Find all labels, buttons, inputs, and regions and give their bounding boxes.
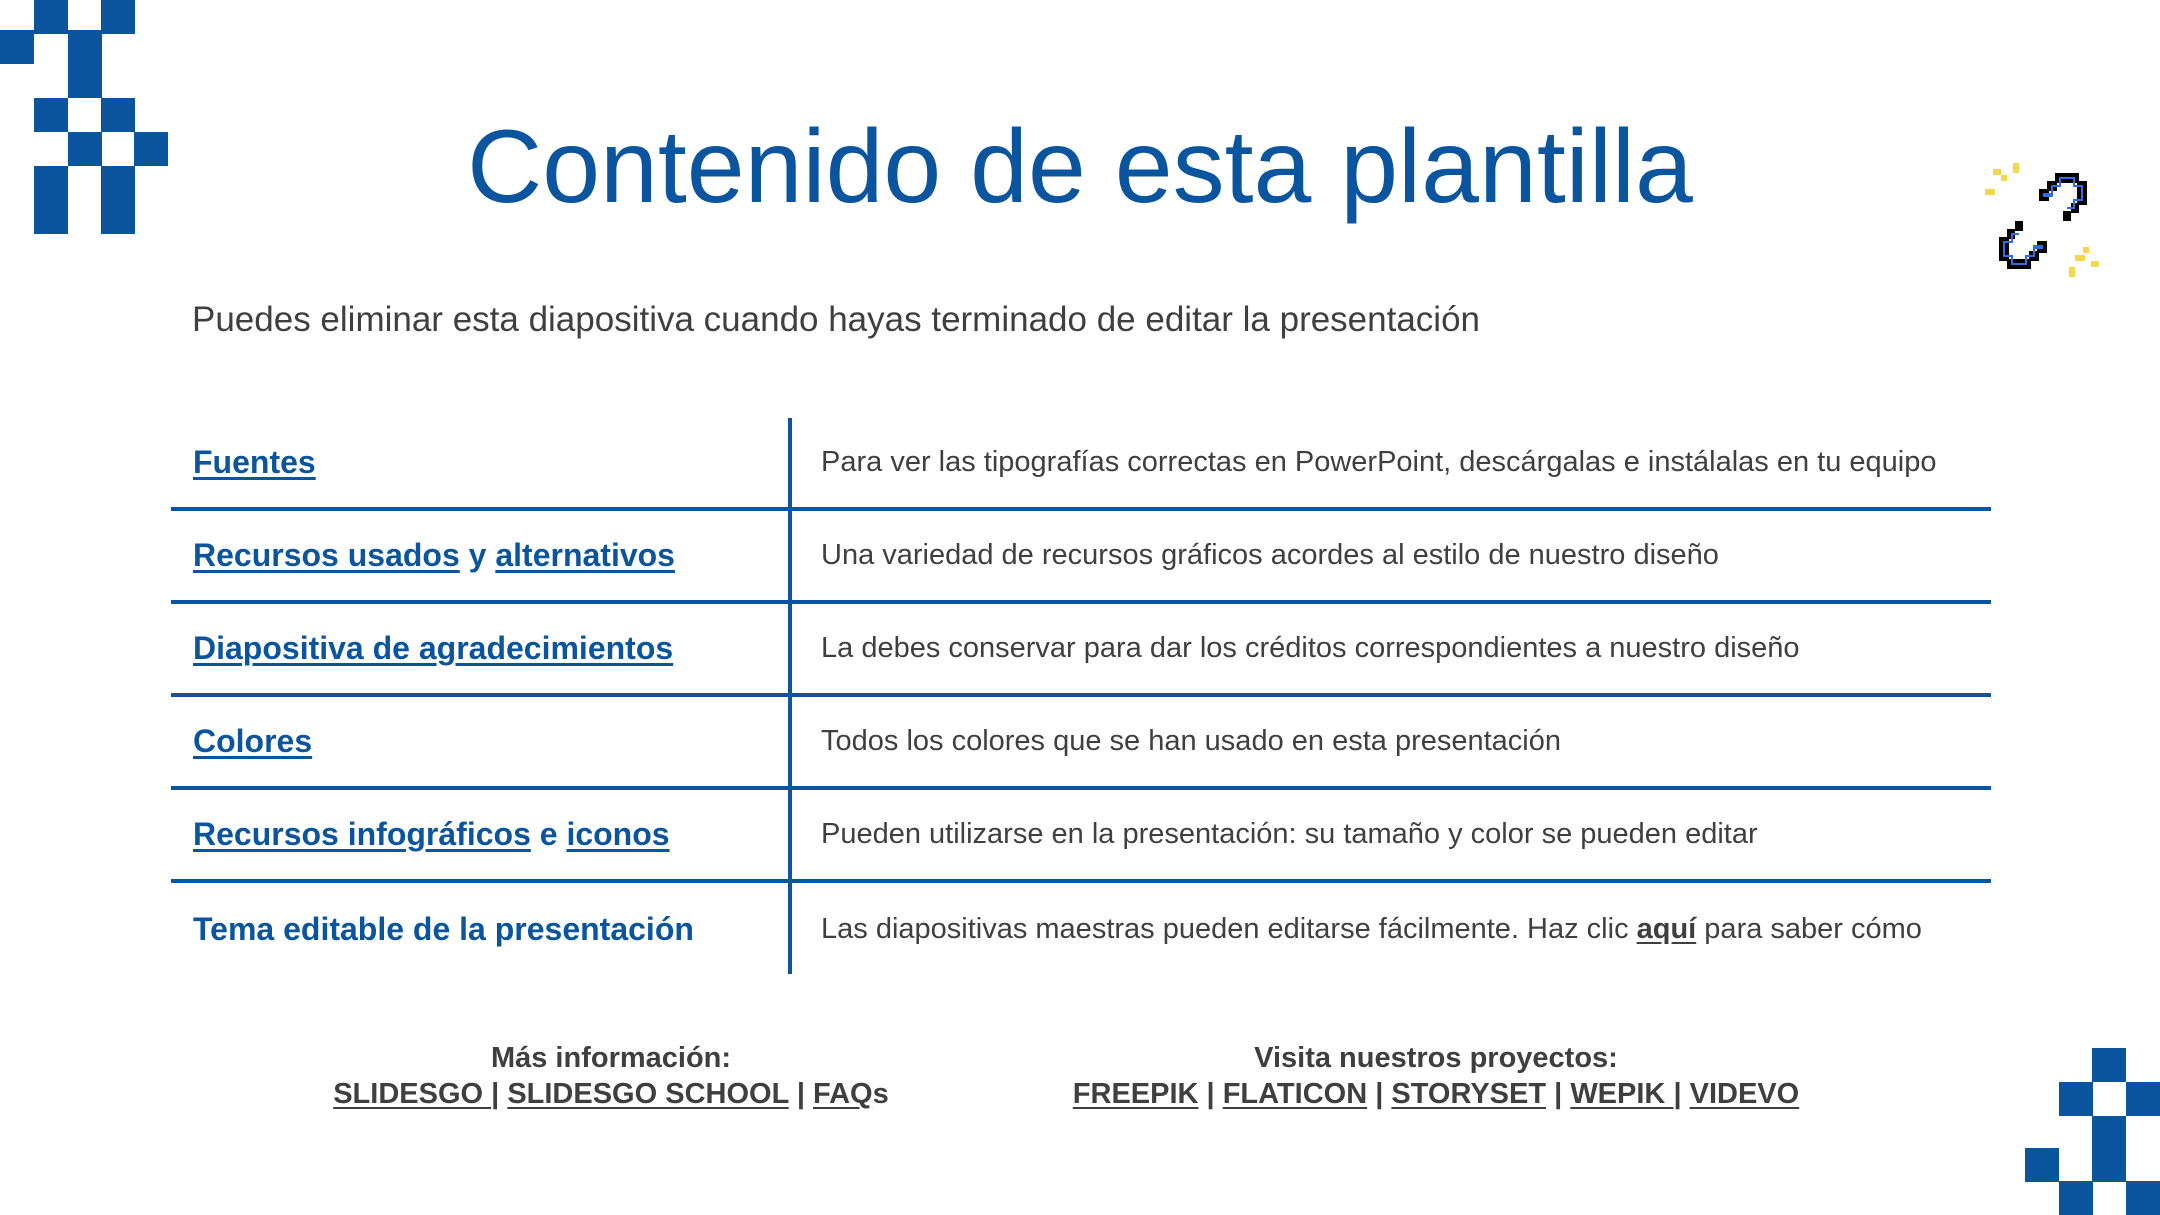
colores-link[interactable]: Colores bbox=[193, 723, 313, 759]
row-label bbox=[171, 816, 788, 853]
row-description bbox=[788, 632, 1800, 665]
row-description-text: La debes conservar para dar los créditos correspondientes a nuestro diseño bbox=[821, 632, 1800, 664]
slidesgo-school-link[interactable]: SLIDESGO SCHOOL bbox=[507, 1078, 789, 1110]
footer-more-info-links bbox=[211, 1076, 1011, 1112]
slide-subtitle: Puedes eliminar esta diapositiva cuando hayas terminado de editar la presentación bbox=[192, 300, 1481, 339]
table-row-infograficos bbox=[171, 790, 1991, 883]
storyset-link[interactable]: STORYSET bbox=[1391, 1078, 1547, 1110]
row-label bbox=[171, 723, 788, 760]
row-label bbox=[171, 630, 788, 667]
separator: | bbox=[1198, 1078, 1223, 1110]
faqs-suffix: s bbox=[872, 1078, 889, 1110]
fuentes-link[interactable]: Fuentes bbox=[193, 444, 316, 480]
recursos-infograficos-link[interactable]: Recursos infográficos bbox=[193, 816, 531, 852]
row-label-connector: y bbox=[459, 537, 496, 573]
row-label-connector: e bbox=[530, 816, 567, 852]
tema-editable-label: Tema editable de la presentación bbox=[193, 911, 694, 947]
row-description bbox=[788, 818, 1758, 851]
footer-more-info bbox=[211, 1040, 1011, 1112]
footer-more-info-heading: Más información: bbox=[490, 1042, 732, 1074]
row-description bbox=[788, 446, 1937, 479]
iconos-link[interactable]: iconos bbox=[566, 816, 670, 852]
flaticon-link[interactable]: FLATICON bbox=[1222, 1078, 1368, 1110]
aqui-link[interactable]: aquí bbox=[1636, 913, 1697, 945]
row-description-text: Las diapositivas maestras pueden editarse fácilmente. Haz clic bbox=[821, 913, 1637, 945]
wepik-link[interactable]: WEPIK bbox=[1570, 1078, 1674, 1110]
separator: | bbox=[1546, 1078, 1571, 1110]
table-row-colores bbox=[171, 697, 1991, 790]
pixel-decoration-bottom-right bbox=[2025, 1048, 2160, 1215]
row-description-text: Todos los colores que se han usado en esta presentación bbox=[821, 725, 1561, 757]
footer-projects-links bbox=[1036, 1076, 1836, 1112]
table-row-recursos bbox=[171, 511, 1991, 604]
row-description bbox=[788, 913, 1922, 946]
separator: | bbox=[788, 1078, 813, 1110]
alternativos-link[interactable]: alternativos bbox=[495, 537, 675, 573]
row-label bbox=[171, 911, 788, 948]
footer-projects-heading: Visita nuestros proyectos: bbox=[1254, 1042, 1618, 1074]
footer-projects bbox=[1036, 1040, 1836, 1112]
row-description-text: Una variedad de recursos gráficos acordes al estilo de nuestro diseño bbox=[821, 539, 1719, 571]
row-description bbox=[788, 539, 1719, 572]
recursos-usados-link[interactable]: Recursos usados bbox=[193, 537, 460, 573]
table-row-fuentes bbox=[171, 418, 1991, 511]
slidesgo-link[interactable]: SLIDESGO bbox=[333, 1078, 492, 1110]
row-label bbox=[171, 444, 788, 481]
freepik-link[interactable]: FREEPIK bbox=[1072, 1078, 1199, 1110]
faqs-link[interactable]: FAQ bbox=[813, 1078, 873, 1110]
row-description bbox=[788, 725, 1561, 758]
table-row-agradecimientos bbox=[171, 604, 1991, 697]
separator: | bbox=[1673, 1078, 1690, 1110]
separator: | bbox=[491, 1078, 508, 1110]
row-description-text: Para ver las tipografías correctas en PowerPoint, descárgalas e instálalas en tu equipo bbox=[821, 446, 1937, 478]
row-description-text-end: para saber cómo bbox=[1696, 913, 1922, 945]
separator: | bbox=[1367, 1078, 1392, 1110]
row-label bbox=[171, 537, 788, 574]
agradecimientos-link[interactable]: Diapositiva de agradecimientos bbox=[193, 630, 674, 666]
videvo-link[interactable]: VIDEVO bbox=[1689, 1078, 1800, 1110]
slide-title: Contenido de esta plantilla bbox=[467, 109, 1693, 225]
table-row-tema bbox=[171, 883, 1991, 976]
row-description-text: Pueden utilizarse en la presentación: su tamaño y color se pueden editar bbox=[821, 818, 1758, 850]
